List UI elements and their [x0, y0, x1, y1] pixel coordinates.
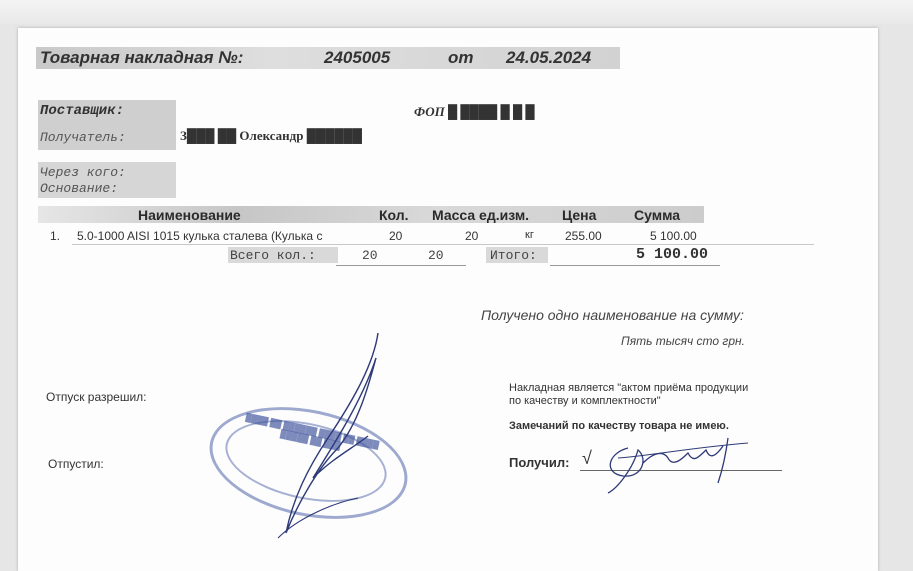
invoice-title: Товарная накладная №: — [40, 48, 244, 67]
row-unit: кг — [525, 229, 534, 241]
row-divider — [72, 244, 814, 245]
supplier-name: ФОП █ ████ █ █ █ — [414, 104, 535, 119]
row-qty: 20 — [389, 229, 403, 243]
received-summary-line: Получено одно наименование на сумму: — [481, 307, 744, 323]
amount-in-words: Пять тысяч сто грн. — [621, 334, 745, 348]
col-header-sum: Сумма — [634, 207, 681, 223]
basis-label: Основание: — [40, 181, 119, 196]
release-signature — [238, 328, 438, 548]
totals-qty: 20 — [362, 248, 378, 263]
via-label: Через кого: — [40, 165, 126, 180]
totals-mass: 20 — [428, 248, 444, 263]
invoice-title-bar — [36, 47, 620, 69]
top-background-band — [0, 0, 913, 24]
col-header-qty: Кол. — [379, 207, 409, 223]
totals-amount: 5 100.00 — [636, 246, 709, 263]
col-header-mass-unit: Масса ед.изм. — [432, 207, 530, 223]
row-mass: 20 — [465, 229, 479, 243]
invoice-document — [18, 28, 878, 571]
totals-label: Итого: — [490, 248, 537, 263]
totals-qty-underline — [336, 265, 466, 266]
recipient-label: Получатель: — [40, 130, 126, 145]
company-stamp-text: ████ ██ ██████ ████ ██ ████ █████ ██ ███ — [244, 412, 380, 451]
totals-amount-underline — [550, 265, 720, 266]
received-label: Получил: — [509, 455, 570, 470]
check-mark: √ — [582, 448, 592, 468]
received-signature — [588, 428, 758, 498]
row-number: 1. — [50, 229, 61, 243]
release-allowed-label: Отпуск разрешил: — [46, 390, 147, 404]
row-price: 255.00 — [565, 229, 602, 243]
totals-qty-label: Всего кол.: — [230, 248, 316, 263]
invoice-from-label: от — [448, 48, 474, 67]
act-note-line2: по качеству и комплектности" — [509, 395, 661, 407]
released-by-label: Отпустил: — [48, 457, 104, 471]
row-item-name: 5.0-1000 AISI 1015 кулька сталева (Кулька с — [77, 229, 323, 243]
row-sum: 5 100.00 — [650, 229, 697, 243]
no-remarks-note: Замечаний по качеству товара не имею. — [509, 420, 729, 432]
invoice-date: 24.05.2024 — [506, 48, 592, 67]
supplier-label: Поставщик: — [40, 103, 125, 119]
invoice-number: 2405005 — [324, 48, 391, 67]
act-note-line1: Накладная является "актом приёма продукции — [509, 382, 749, 394]
col-header-price: Цена — [562, 207, 597, 223]
col-header-name: Наименование — [138, 207, 241, 223]
recipient-name: З███ ██ Олександр ██████ — [180, 128, 362, 143]
